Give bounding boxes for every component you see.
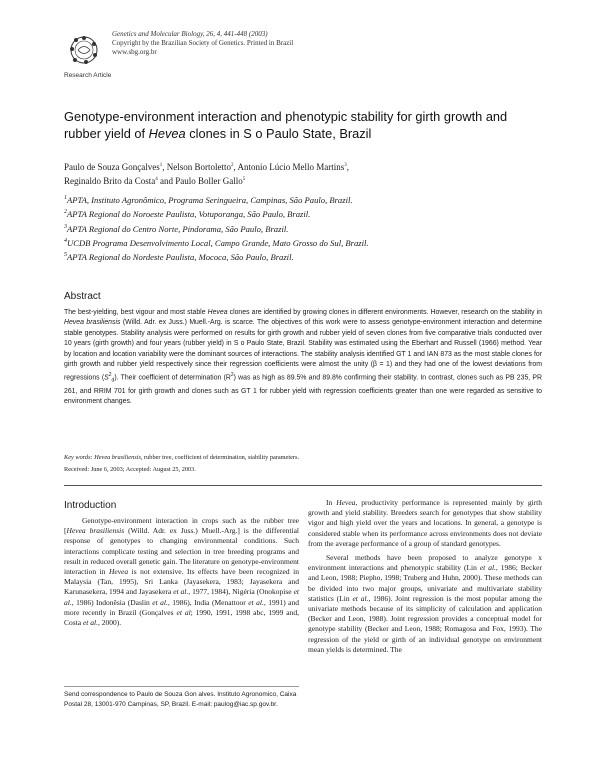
journal-citation: Genetics and Molecular Biology, 26, 4, 441-448 (2003) [112,30,268,38]
introduction-heading: Introduction [64,500,117,511]
copyright-line: Copyright by the Brazilian Society of Genetics. Printed in Brazil [112,39,294,47]
sbg-logo-icon [64,30,104,70]
correspondence-footnote: Send correspondence to Paulo de Souza Gon alves. Instituto Agronomico, Caixa Postal 28, 13001-970 Campinas, SP, Brazil. E-mail: paulog@iac.sp.gov.br. [64,691,297,708]
introduction-right-column: In Hevea, productivity performance is represented mainly by girth growth and yield stability. Breeders search for genotypes that show stability vigor and high yield over the years and locations. In general, a genotype is considered stable when its performance across environments does not deviate from the average performance of a group of standard genotypes. Several methods have been proposed to analyze genotype x environment interactions and phenotypic stability (Lin et al., 1986; Becker and Leon, 1988; Piepho, 1998; Truberg and Huhn, 2000). These methods can be divided into two major groups, univariate and multivariate stability statistics (Lin et al., 1986). Joint regression is the most popular among the univariate methods because of its simplicity of calculation and application (Becker and Leon, 1988). Joint regression provides a conceptual model for genotype stability (Becker and Leon, 1988; Romagosa and Fox, 1993). The regression of the yield or girth of an individual genotype on environment mean yields is determined. The [308,498,542,654]
affiliation: $^5$APTA Regional do Nordeste Paulista, Mococa, São Paulo, Brazil. [64,251,294,262]
journal-header [112,30,293,57]
received-dates: Received: June 6, 2003; Accepted: August 25, 2003. [64,466,196,473]
author-list: Paulo de Souza Gonçalves$^1$, Nelson Bortoletto$^2$, Antonio Lúcio Mello Martins$^3$, Reginaldo Brito da Costa$^4$ and Paulo Boller Gallo$^5$ [64,162,349,186]
footnote-divider [64,686,299,687]
journal-url[interactable]: www.sbg.org.br [112,48,157,56]
paper-title: Genotype-environment interaction and phenotypic stability for girth growth and rubber yield of Hevea clones in S o Paulo State, Brazil [64,109,508,141]
abstract-heading: Abstract [64,291,101,302]
affiliation: $^2$APTA Regional do Noroeste Paulista, Votuporanga, São Paulo, Brazil. [64,209,311,220]
keywords: Key words: Hevea brasiliensis, rubber tree, coefficient of determination, stability parameters. [64,454,300,461]
affiliation: $^1$APTA, Instituto Agronômico, Programa Seringueira, Campinas, São Paulo, Brazil. [64,194,353,205]
introduction-left-column: Genotype-environment interaction in crops such as the rubber tree [Hevea brasiliensis (Willd. Adr. ex Juss.) Muell.-Arg.] is the differential response of genotypes to changing environmental conditions. Such interactions complicate testing and selection in tree breeding programs and result in reduced overall genetic gain. The literature on genotype-environment interaction in Hevea is not extensive. Its effects have been recognized in Malaysia (Tan, 1995), Sri Lanka (Jayasekera, 1983; Jayasekera and Karunasekera, 1994 and Jayasekera et al., 1977, 1984), Nigéria (Onokopise et al., 1986) Indonêsia (Daslin et al., 1986), India (Menattoor et al., 1991) and more recently in Brazil (Gonçalves et al; 1990, 1991, 1998 abc, 1999 and, Costa et al., 2000). [64,516,300,628]
affiliations [64,192,544,263]
affiliation: $^4$UCDB Programa Desenvolvimento Local, Campo Grande, Mato Grosso do Sul, Brazil. [64,237,369,248]
affiliation: $^3$APTA Regional do Centro Norte, Pindorama, São Paulo, Brazil. [64,223,289,234]
section-divider [64,485,542,486]
article-type: Research Article [64,72,112,79]
abstract-body: The best-yielding, best vigour and most stable Hevea clones are identified by growing clones in different environments. However, research on the stability in Hevea brasiliensis (Willd. Adr. ex Juss.) Muell.-Arg. is scarce. The objectives of this work were to assess genotype-environment interaction and determine stable genotypes. Stability analysis were performed on results for girth growth and rubber yield of seven clones from five comparative trials conducted over 10 years (girth growth) and four years (rubber yield) in S o Paulo State, Brazil. Stability was estimated using the Eberhart and Russell (1966) method. Year by location and location variability were the dominant sources of interactions. The stability analysis identified GT 1 and IAN 873 as the most stable clones for girth growth and rubber yield respectively since their regression coefficients were almost the unity (β = 1) and they had one of the lowest deviations from regressions $(S^2_d)$. Their coefficient of determination $(R^2)$ was as high as 89.5% and 89.8% confirming their stability. In contrast, clones such as PB 235, PR 261, and RRIM 701 for girth growth and clones such as GT 1 for rubber yield with regression coefficients greater than one were regarded as sensitive to environment changes. [64,309,543,405]
